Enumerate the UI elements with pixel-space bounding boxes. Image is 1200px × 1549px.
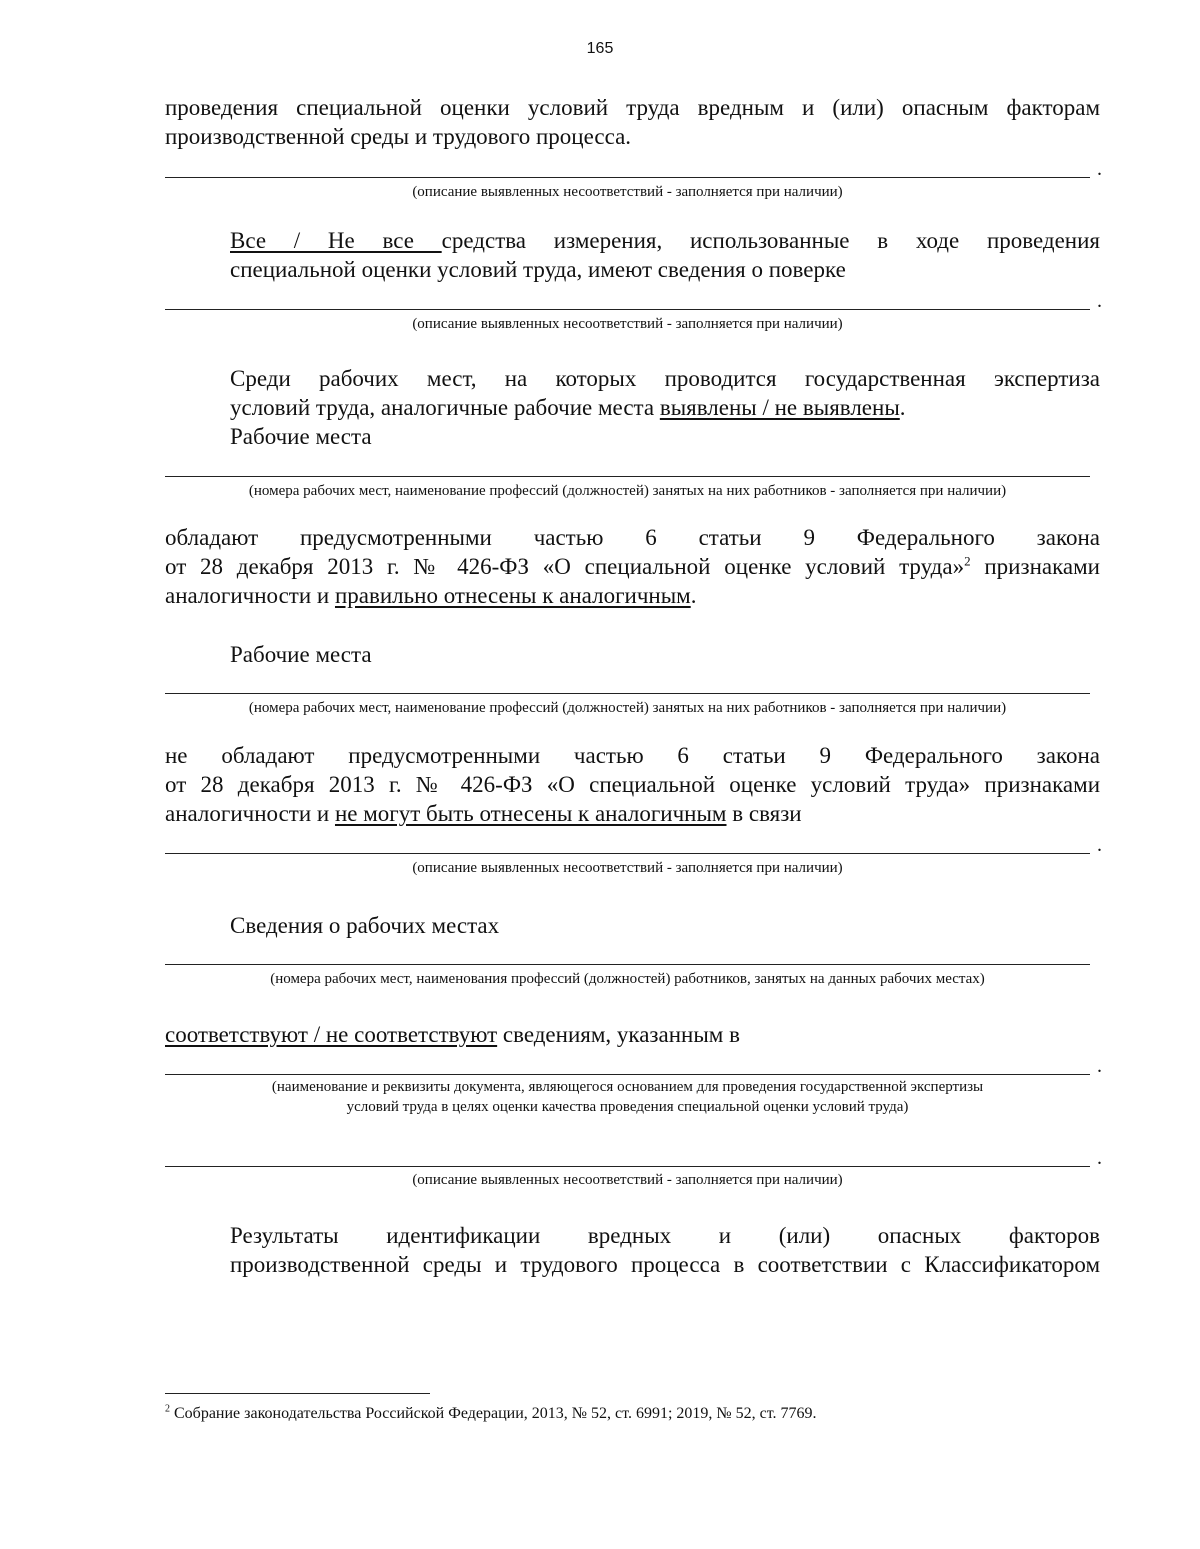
caption-line: условий труда в целях оценки качества проведения специальной оценки условий труда) xyxy=(346,1099,909,1115)
paragraph-identification xyxy=(165,1221,1100,1279)
fill-line[interactable] xyxy=(165,1147,1102,1169)
text-line: Среди рабочих мест, на которых проводится государственная экспертиза xyxy=(230,366,1100,391)
option-cannot-assign: не могут быть отнесены к аналогичным xyxy=(334,801,727,826)
period-mark: . xyxy=(1097,290,1102,312)
field-caption: (номера рабочих мест, наименования профессий (должностей) работников, занятых на данных рабочих местах) xyxy=(270,971,985,987)
option-correspond: соответствуют / не соответствуют xyxy=(165,1022,498,1047)
option-found-not-found: выявлены / не выявлены xyxy=(659,395,900,420)
text-fragment: . xyxy=(690,583,697,608)
option-all-not-all: Все / Не все xyxy=(230,228,442,253)
fill-line[interactable] xyxy=(165,290,1102,312)
period-mark: . xyxy=(1097,158,1102,180)
footnote xyxy=(165,1405,817,1423)
text-line xyxy=(165,393,1100,422)
text-line: специальной оценки условий труда, имеют сведения о поверке xyxy=(230,257,846,282)
period-mark: . xyxy=(1097,834,1102,856)
footnote-mark: 2 xyxy=(165,1403,170,1415)
field-caption: (описание выявленных несоответствий - заполняется при наличии) xyxy=(412,316,843,332)
fill-line[interactable] xyxy=(165,1055,1102,1077)
text-line: проведения специальной оценки условий труда вредным и (или) опасным факторам xyxy=(165,95,1100,120)
text-fragment: аналогичности и xyxy=(165,801,335,826)
page-number: 165 xyxy=(586,40,614,57)
text-line: производственной среды и трудового процесса. xyxy=(165,124,632,149)
text-line xyxy=(165,1020,1100,1049)
field-caption: (описание выявленных несоответствий - заполняется при наличии) xyxy=(412,184,843,200)
label-workplaces: Рабочие места xyxy=(230,642,372,667)
paragraph-correspond xyxy=(165,1020,1100,1049)
text-line xyxy=(165,226,1100,255)
text-line: обладают предусмотренными частью 6 статьи 9 Федерального закона xyxy=(165,525,1100,550)
text-fragment: средства измерения, использованные в ходе проведения xyxy=(441,228,1101,253)
field-caption-document xyxy=(165,1077,1090,1117)
label-workplaces: Рабочие места xyxy=(230,424,372,449)
period-mark: . xyxy=(1097,1147,1102,1169)
period-mark: . xyxy=(1097,1055,1102,1077)
text-fragment: сведениям, указанным в xyxy=(497,1022,740,1047)
text-fragment: в связи xyxy=(726,801,802,826)
paragraph-intro xyxy=(165,93,1100,151)
text-line: не обладают предусмотренными частью 6 статьи 9 Федерального закона xyxy=(165,743,1100,768)
field-caption: (описание выявленных несоответствий - заполняется при наличии) xyxy=(412,860,843,876)
text-fragment: признаками xyxy=(970,554,1100,579)
text-fragment: условий труда, аналогичные рабочие места xyxy=(230,395,660,420)
field-caption: (номера рабочих мест, наименование профессий (должностей) занятых на них работников - заполняется при наличии) xyxy=(248,483,1007,499)
fill-line[interactable] xyxy=(165,964,1090,965)
text-line xyxy=(165,581,1100,610)
text-fragment: аналогичности и xyxy=(165,583,335,608)
fill-line[interactable] xyxy=(165,476,1090,477)
footnote-ref: 2 xyxy=(964,553,971,569)
text-line xyxy=(165,552,1100,581)
text-fragment: от 28 декабря 2013 г. № 426-ФЗ «О специальной оценке условий труда» xyxy=(165,554,965,579)
footnote-text: Собрание законодательства Российской Федерации, 2013, № 52, ст. 6991; 2019, № 52, ст. 7769. xyxy=(170,1405,817,1422)
label-workplace-info: Сведения о рабочих местах xyxy=(230,913,500,938)
footnote-separator xyxy=(165,1393,430,1394)
option-correctly-assigned: правильно отнесены к аналогичным xyxy=(334,583,691,608)
field-caption: (номера рабочих мест, наименование профессий (должностей) занятых на них работников - заполняется при наличии) xyxy=(248,700,1007,716)
text-line: от 28 декабря 2013 г. № 426-ФЗ «О специальной оценке условий труда» признаками xyxy=(165,772,1100,797)
fill-line[interactable] xyxy=(165,693,1090,694)
paragraph-measurement xyxy=(165,226,1100,284)
text-fragment: . xyxy=(899,395,906,420)
paragraph-analogous xyxy=(165,364,1100,422)
paragraph-no-signs xyxy=(165,741,1100,828)
text-line: производственной среды и трудового процесса в соответствии с Классификатором xyxy=(230,1252,1100,1277)
field-caption: (описание выявленных несоответствий - заполняется при наличии) xyxy=(412,1172,843,1188)
fill-line[interactable] xyxy=(165,834,1102,856)
text-line: Результаты идентификации вредных и (или) опасных факторов xyxy=(230,1223,1100,1248)
text-line xyxy=(165,799,1100,828)
paragraph-have-signs xyxy=(165,523,1100,610)
caption-line: (наименование и реквизиты документа, являющегося основанием для проведения государственной экспертизы xyxy=(271,1079,984,1095)
fill-line[interactable] xyxy=(165,158,1102,180)
